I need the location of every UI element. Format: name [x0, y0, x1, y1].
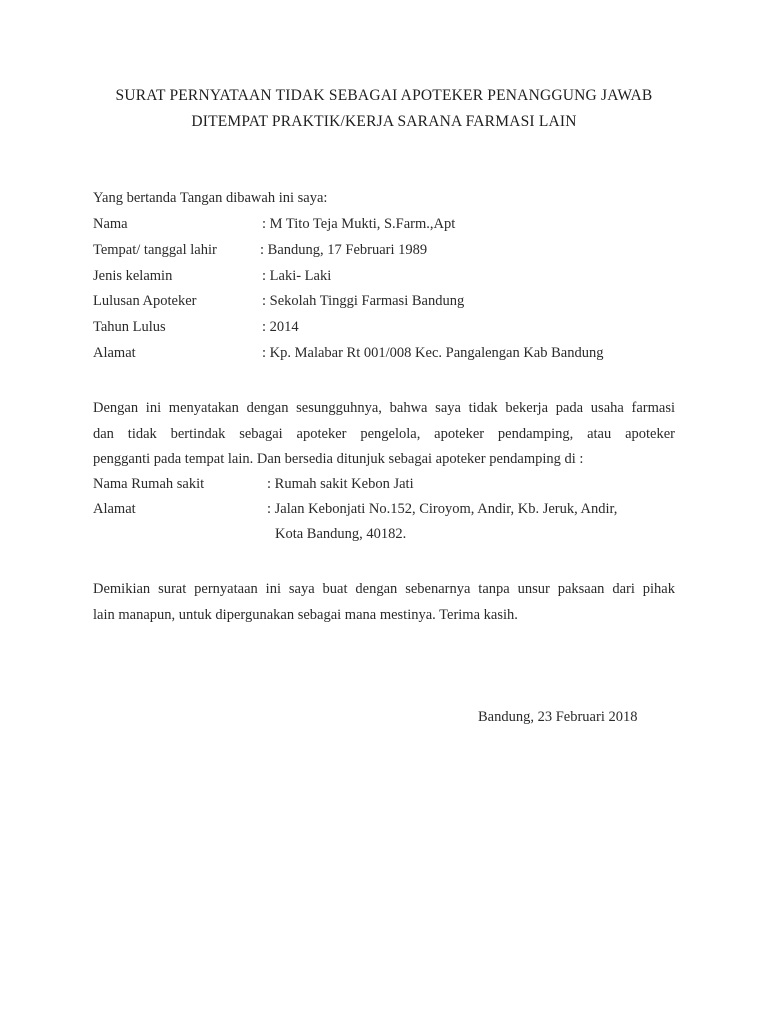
identity-label: Tahun Lulus [93, 319, 166, 335]
statement-line-3: pengganti pada tempat lain. Dan bersedia ditunjuk sebagai apoteker pendamping di : [93, 451, 584, 467]
identity-value: : 2014 [262, 319, 299, 335]
workplace-label: Nama Rumah sakit [93, 476, 205, 492]
identity-value: : Sekolah Tinggi Farmasi Bandung [262, 293, 465, 309]
closing-line-2: lain manapun, untuk dipergunakan sebagai mana mestinya. Terima kasih. [93, 607, 518, 623]
workplace-value: Kota Bandung, 40182. [275, 526, 407, 542]
identity-value: : M Tito Teja Mukti, S.Farm.,Apt [262, 216, 456, 232]
identity-value: : Laki- Laki [262, 268, 332, 284]
identity-label: Alamat [93, 345, 136, 361]
workplace-value: : Jalan Kebonjati No.152, Ciroyom, Andir, Kb. Jeruk, Andir, [267, 501, 618, 517]
document-title-line-1: SURAT PERNYATAAN TIDAK SEBAGAI APOTEKER PENANGGUNG JAWAB [115, 87, 653, 104]
document-title-line-2: DITEMPAT PRAKTIK/KERJA SARANA FARMASI LAIN [191, 113, 577, 130]
identity-label: Lulusan Apoteker [93, 293, 197, 309]
closing-line-1: Demikian surat pernyataan ini saya buat dengan sebenarnya tanpa unsur paksaan dari pihak [93, 581, 675, 597]
workplace-value: : Rumah sakit Kebon Jati [267, 476, 414, 492]
identity-value: : Kp. Malabar Rt 001/008 Kec. Pangalengan Kab Bandung [262, 345, 604, 361]
workplace-label: Alamat [93, 501, 136, 517]
statement-line-1: Dengan ini menyatakan dengan sesungguhnya, bahwa saya tidak bekerja pada usaha farmasi [93, 400, 675, 416]
identity-value: : Bandung, 17 Februari 1989 [260, 242, 428, 258]
identity-label: Jenis kelamin [93, 268, 173, 284]
intro-text: Yang bertanda Tangan dibawah ini saya: [93, 190, 328, 206]
identity-label: Nama [93, 216, 128, 232]
signature-date: Bandung, 23 Februari 2018 [478, 709, 638, 725]
identity-label: Tempat/ tanggal lahir [93, 242, 217, 258]
statement-line-2: dan tidak bertindak sebagai apoteker pengelola, apoteker pendamping, atau apoteker [93, 426, 675, 442]
